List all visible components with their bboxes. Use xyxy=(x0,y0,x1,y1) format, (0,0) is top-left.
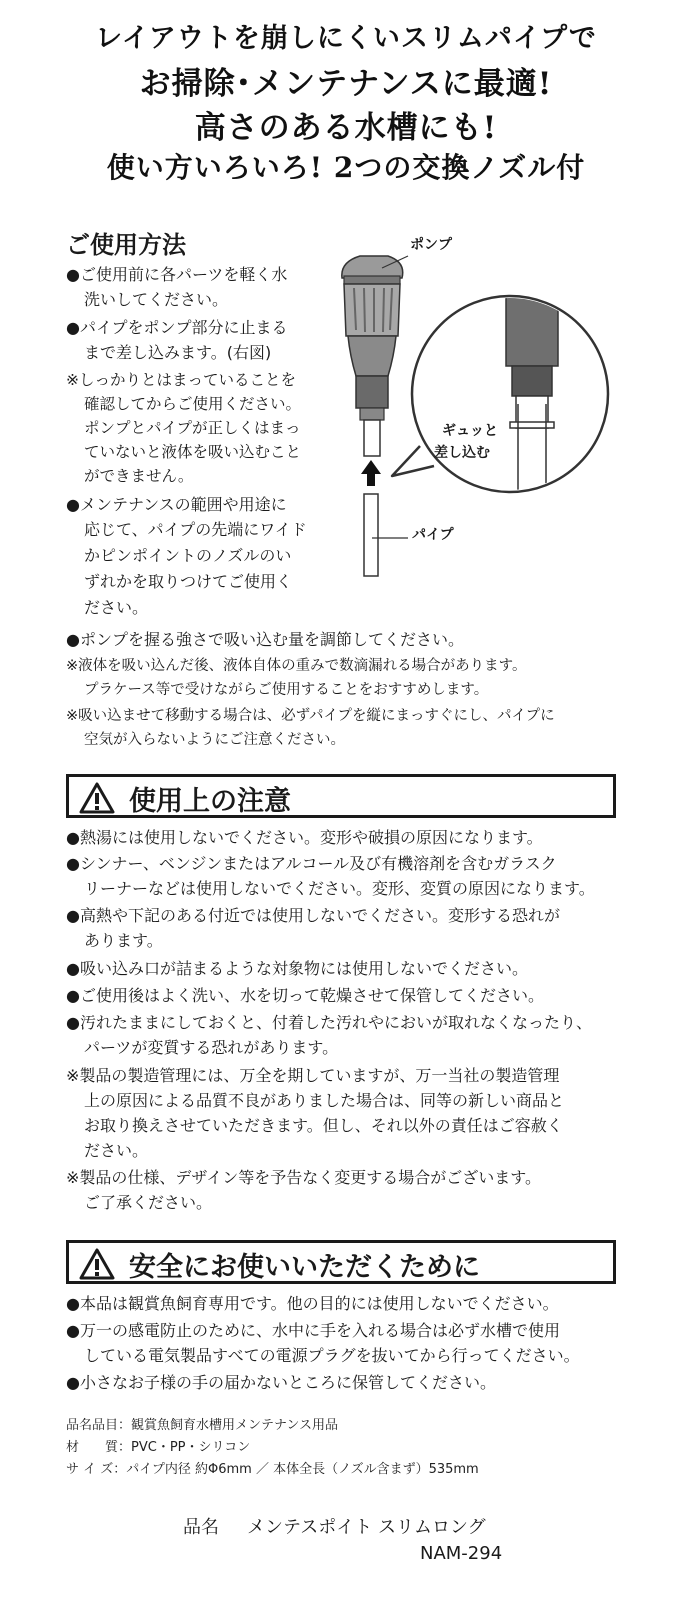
pump-illustration xyxy=(330,226,630,586)
warning-icon xyxy=(79,1248,115,1280)
usage-line: ※液体を吸い込んだ後、液体自体の重みで数滴漏れる場合があります。 xyxy=(66,658,527,674)
product-name-value: メンテスポイト スリムロング xyxy=(247,1517,486,1538)
usage-line: ●パイプをポンプ部分に止まる xyxy=(66,318,288,337)
usage-line: 洗いしてください。 xyxy=(84,290,229,309)
usage-line: ができません。 xyxy=(84,467,194,485)
caution-line: ※製品の仕様、デザイン等を予告なく変更する場合がございます。 xyxy=(66,1168,542,1187)
caution-line: ●汚れたままにしておくと、付着した汚れやにおいが取れなくなったり、 xyxy=(66,1013,592,1032)
spec-material-value: PVC・PP・シリコン xyxy=(131,1440,251,1455)
safety-heading-box xyxy=(66,1240,616,1284)
usage-line: まで差し込みます。(右図) xyxy=(84,343,272,362)
usage-line: ※しっかりとはまっていることを xyxy=(66,371,296,389)
pump-pipe-diagram xyxy=(330,226,630,590)
usage-line: 応じて、パイプの先端にワイド xyxy=(84,520,307,539)
usage-line: ださい。 xyxy=(84,598,149,617)
usage-line: ※吸い込ませて移動する場合は、必ずパイプを縦にまっすぐにし、パイプに xyxy=(66,708,555,724)
caution-line: ●吸い込み口が詰まるような対象物には使用しないでください。 xyxy=(66,959,528,978)
caution-line: パーツが変質する恐れがあります。 xyxy=(84,1038,339,1057)
usage-line: プラケース等で受けながらご使用することをおすすめします。 xyxy=(84,682,489,698)
caution-line: ※製品の製造管理には、万全を期していますが、万一当社の製造管理 xyxy=(66,1066,560,1085)
safety-line: している電気製品すべての電源プラグを抜いてから行ってください。 xyxy=(84,1346,580,1365)
usage-line: ていないと液体を吸い込むこと xyxy=(84,443,302,461)
spec-category-label: 品名品目： xyxy=(66,1418,132,1433)
caution-line: ださい。 xyxy=(84,1141,149,1160)
safety-line: ●小さなお子様の手の届かないところに保管してください。 xyxy=(66,1373,496,1392)
safety-line: ●本品は観賞魚飼育専用です。他の目的には使用しないでください。 xyxy=(66,1294,559,1313)
spec-category xyxy=(66,1418,338,1434)
pump-label: ポンプ xyxy=(410,237,452,253)
headline-line-3: 高さのある水槽にも! xyxy=(194,110,498,146)
headline-line-4: 使い方いろいろ! 2つの交換ノズル付 xyxy=(106,151,586,184)
caution-line: ●高熱や下記のある付近では使用しないでください。変形する恐れが xyxy=(66,906,560,925)
caution-line: お取り換えさせていただきます。但し、それ以外の責任はご容赦く xyxy=(84,1116,563,1135)
usage-line: ●メンテナンスの範囲や用途に xyxy=(66,495,287,514)
callout-line-1: ギュッと xyxy=(442,423,498,439)
spec-material xyxy=(66,1440,250,1456)
safety-title: 安全にお使いいただくために xyxy=(129,1252,480,1283)
caution-line: ●シンナー、ベンジンまたはアルコール及び有機溶剤を含むガラスク xyxy=(66,854,557,873)
safety-line: ●万一の感電防止のために、水中に手を入れる場合は必ず水槽で使用 xyxy=(66,1321,560,1340)
caution-line: ●熱湯には使用しないでください。変形や破損の原因になります。 xyxy=(66,828,543,847)
usage-line: ポンプとパイプが正しくはまっ xyxy=(84,419,301,437)
caution-line: ご了承ください。 xyxy=(84,1193,213,1212)
pipe-label: パイプ xyxy=(412,527,454,543)
caution-title: 使用上の注意 xyxy=(129,786,291,817)
usage-title: ご使用方法 xyxy=(66,231,186,259)
usage-line: ずれかを取りつけてご使用く xyxy=(84,572,293,591)
usage-line: ●ポンプを握る強さで吸い込む量を調節してください。 xyxy=(66,630,464,649)
usage-line: ●ご使用前に各パーツを軽く水 xyxy=(66,265,288,284)
usage-line: かピンポイントのノズルのい xyxy=(84,546,292,565)
spec-category-value: 観賞魚飼育水槽用メンテナンス用品 xyxy=(131,1418,338,1433)
usage-line: 確認してからご使用ください。 xyxy=(84,395,302,413)
callout-line-2: 差し込む xyxy=(434,445,490,461)
spec-size xyxy=(66,1462,479,1478)
spec-size-value: パイプ内径 約Φ6mm ／ 本体全長（ノズル含まず）535mm xyxy=(126,1462,479,1477)
product-name xyxy=(183,1513,486,1539)
caution-heading-box xyxy=(66,774,616,818)
product-code: NAM-294 xyxy=(420,1543,503,1564)
caution-line: リーナーなどは使用しないでください。変形、変質の原因になります。 xyxy=(84,879,595,898)
caution-line: 上の原因による品質不良がありました場合は、同等の新しい商品と xyxy=(84,1091,565,1110)
headline-line-2: お掃除･メンテナンスに最適! xyxy=(139,66,553,102)
product-name-label: 品名 xyxy=(183,1517,219,1538)
headline-line-1: レイアウトを崩しにくいスリムパイプで xyxy=(95,23,597,54)
caution-line: ●ご使用後はよく洗い、水を切って乾燥させて保管してください。 xyxy=(66,986,544,1005)
caution-line: あります。 xyxy=(84,931,163,950)
usage-line: 空気が入らないようにご注意ください。 xyxy=(84,732,345,748)
warning-icon xyxy=(79,782,115,814)
spec-size-label: サ イ ズ： xyxy=(66,1462,127,1477)
spec-material-label: 材 質： xyxy=(66,1440,132,1455)
